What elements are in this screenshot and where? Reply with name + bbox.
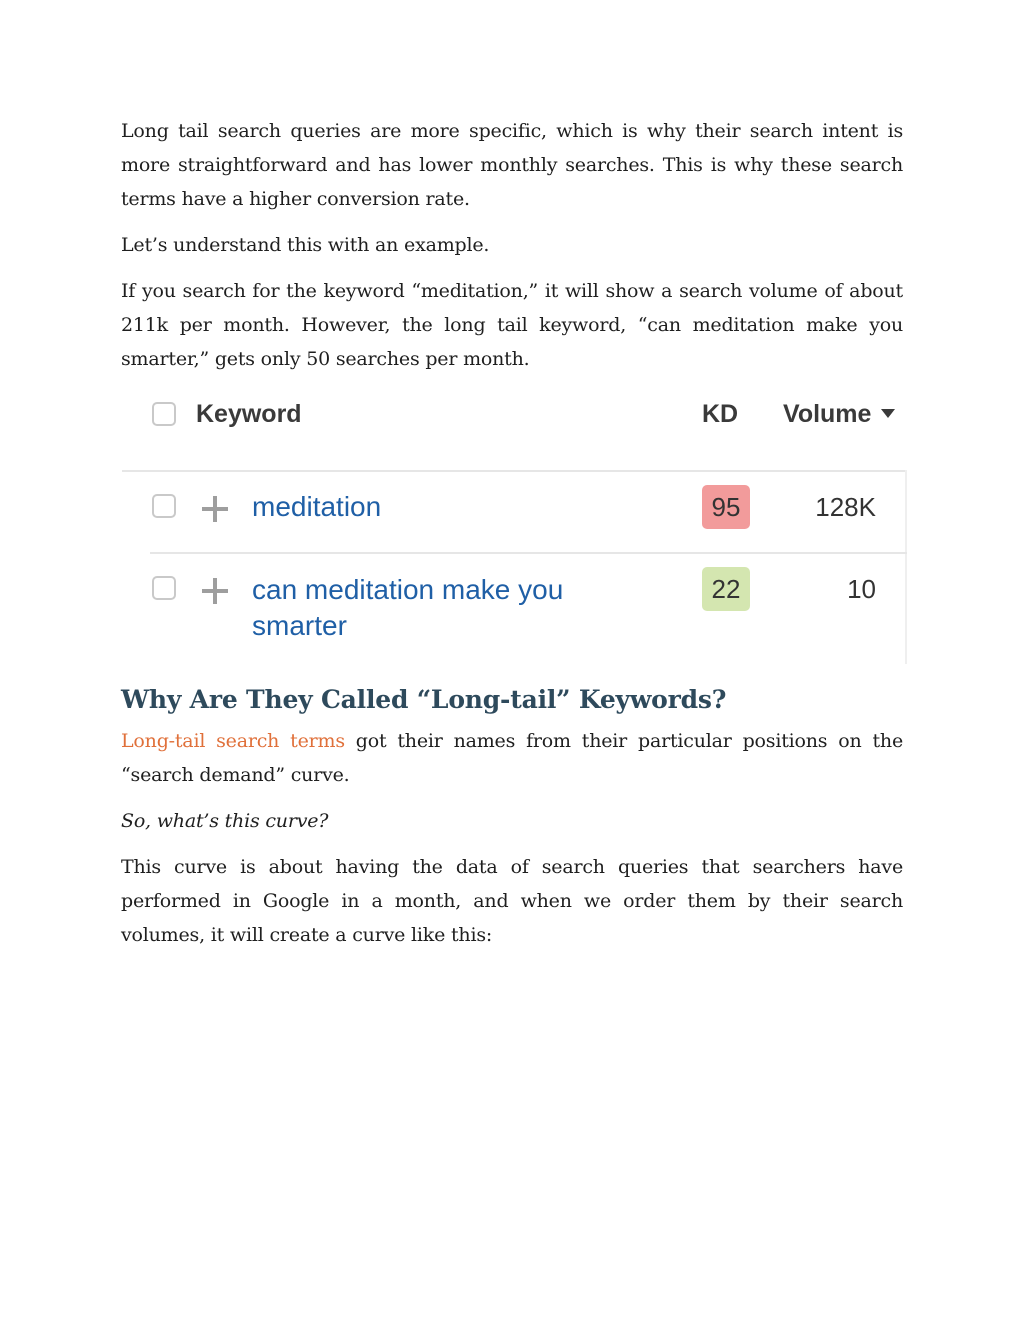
volume-column-header[interactable] [783,400,895,429]
keyword-table-screenshot [122,396,907,664]
select-all-checkbox[interactable] [152,402,176,426]
paragraph-example-intro: Let’s understand this with an example. [121,234,490,256]
add-keyword-plus-icon[interactable] [202,578,228,604]
paragraph-curve-question: So, what’s this curve? [121,810,329,832]
keyword-column-header[interactable]: Keyword [196,400,302,428]
long-tail-search-terms-link[interactable]: Long-tail search terms [121,730,345,752]
kd-badge: 22 [702,567,750,611]
document-page [121,114,903,964]
row-checkbox[interactable] [152,576,176,600]
table-row [150,472,907,554]
paragraph-curve-explanation: This curve is about having the data of search queries that searchers have performed in Google in a month, and when we order them by their search volumes, it will create a curve like this: [121,856,903,946]
volume-column-label: Volume [783,400,872,428]
volume-value: 128K [815,492,876,522]
paragraph-long-tail-intro: Long tail search queries are more specific, which is why their search intent is more straightforward and has lower monthly searches. This is why these search terms have a higher conversion rate. [121,120,903,210]
paragraph-meditation-example: If you search for the keyword “meditation,” it will show a search volume of about 211k per month. However, the long tail keyword, “can meditation make you smarter,” gets only 50 searches per month. [121,280,903,370]
keyword-link[interactable] [252,572,563,644]
row-checkbox[interactable] [152,494,176,518]
kd-badge: 95 [702,485,750,529]
kd-column-header[interactable]: KD [702,400,739,428]
section-heading: Why Are They Called “Long-tail” Keywords? [121,685,727,714]
add-keyword-plus-icon[interactable] [202,496,228,522]
paragraph-search-demand-text: got their names from their particular positions on the “search demand” curve. [121,730,903,786]
volume-value: 10 [847,574,876,604]
sort-desc-icon [881,409,895,418]
table-row [150,554,907,664]
keyword-link-line1: can meditation make you [252,574,564,605]
paragraph-search-demand [121,724,903,792]
keyword-link[interactable]: meditation [252,491,382,522]
keyword-link-line2: smarter [252,610,347,641]
keyword-table-header [122,396,907,472]
